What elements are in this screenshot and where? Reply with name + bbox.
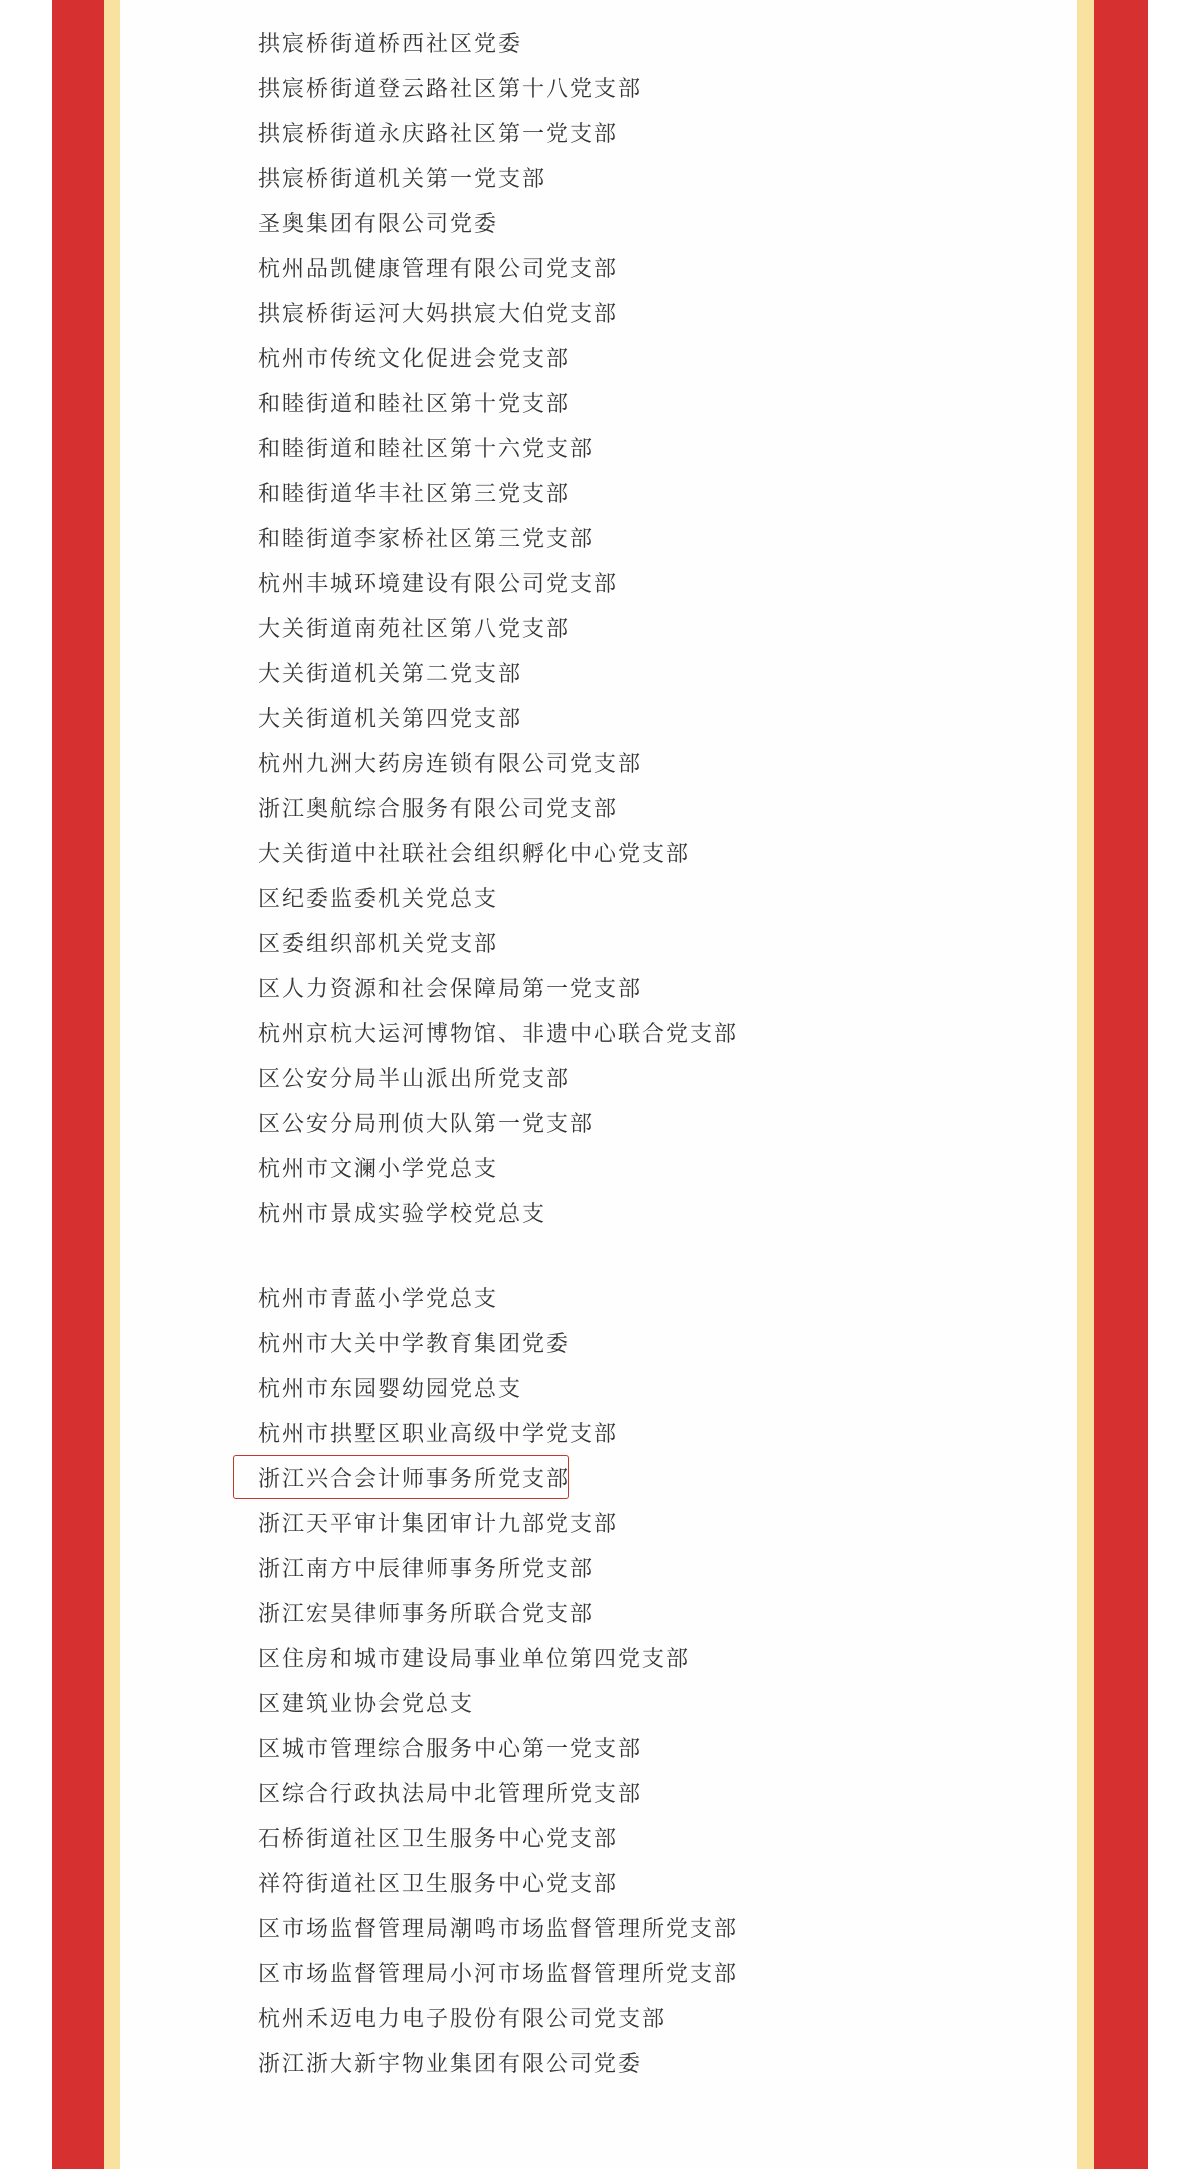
list-item: 浙江天平审计集团审计九部党支部 bbox=[258, 1512, 619, 1537]
list-item: 杭州禾迈电力电子股份有限公司党支部 bbox=[258, 2007, 667, 2032]
list-item: 拱宸桥街道桥西社区党委 bbox=[258, 32, 523, 57]
list-item: 和睦街道李家桥社区第三党支部 bbox=[258, 527, 595, 552]
list-item: 石桥街道社区卫生服务中心党支部 bbox=[258, 1827, 619, 1852]
list-item: 浙江宏昊律师事务所联合党支部 bbox=[258, 1602, 595, 1627]
list-item: 祥符街道社区卫生服务中心党支部 bbox=[258, 1872, 619, 1897]
list-item: 圣奥集团有限公司党委 bbox=[258, 212, 499, 237]
list-item: 大关街道机关第四党支部 bbox=[258, 707, 523, 732]
list-item: 杭州品凯健康管理有限公司党支部 bbox=[258, 257, 619, 282]
list-item: 区委组织部机关党支部 bbox=[258, 932, 499, 957]
list-item: 拱宸桥街道机关第一党支部 bbox=[258, 167, 547, 192]
list-item: 大关街道中社联社会组织孵化中心党支部 bbox=[258, 842, 691, 867]
right-red-border bbox=[1094, 0, 1148, 2169]
list-item: 区纪委监委机关党总支 bbox=[258, 887, 499, 912]
list-item: 区建筑业协会党总支 bbox=[258, 1692, 475, 1717]
list-item: 杭州丰城环境建设有限公司党支部 bbox=[258, 572, 619, 597]
organization-list bbox=[258, 22, 738, 2087]
list-item: 浙江奥航综合服务有限公司党支部 bbox=[258, 797, 619, 822]
list-item: 杭州市传统文化促进会党支部 bbox=[258, 347, 571, 372]
list-item: 和睦街道华丰社区第三党支部 bbox=[258, 482, 571, 507]
list-item: 杭州市青蓝小学党总支 bbox=[258, 1287, 499, 1312]
list-item: 大关街道机关第二党支部 bbox=[258, 662, 523, 687]
list-item: 杭州市东园婴幼园党总支 bbox=[258, 1377, 523, 1402]
list-item: 杭州京杭大运河博物馆、非遗中心联合党支部 bbox=[258, 1022, 739, 1047]
list-item: 拱宸桥街运河大妈拱宸大伯党支部 bbox=[258, 302, 619, 327]
left-gold-border bbox=[104, 0, 120, 2169]
list-item: 大关街道南苑社区第八党支部 bbox=[258, 617, 571, 642]
list-item: 拱宸桥街道登云路社区第十八党支部 bbox=[258, 77, 643, 102]
list-item: 区综合行政执法局中北管理所党支部 bbox=[258, 1782, 643, 1807]
list-item: 和睦街道和睦社区第十六党支部 bbox=[258, 437, 595, 462]
list-item: 区市场监督管理局小河市场监督管理所党支部 bbox=[258, 1962, 739, 1987]
list-item: 浙江南方中辰律师事务所党支部 bbox=[258, 1557, 595, 1582]
list-item: 浙江浙大新宇物业集团有限公司党委 bbox=[258, 2052, 643, 2077]
list-item: 杭州市大关中学教育集团党委 bbox=[258, 1332, 571, 1357]
right-gold-border bbox=[1077, 0, 1094, 2169]
list-item: 区城市管理综合服务中心第一党支部 bbox=[258, 1737, 643, 1762]
list-item: 和睦街道和睦社区第十党支部 bbox=[258, 392, 571, 417]
list-gap bbox=[258, 1237, 738, 1277]
list-item: 杭州九洲大药房连锁有限公司党支部 bbox=[258, 752, 643, 777]
list-item: 区住房和城市建设局事业单位第四党支部 bbox=[258, 1647, 691, 1672]
list-item: 区人力资源和社会保障局第一党支部 bbox=[258, 977, 643, 1002]
list-item: 杭州市文澜小学党总支 bbox=[258, 1157, 499, 1182]
list-item: 杭州市景成实验学校党总支 bbox=[258, 1202, 547, 1227]
list-item: 杭州市拱墅区职业高级中学党支部 bbox=[258, 1422, 619, 1447]
list-item: 区公安分局刑侦大队第一党支部 bbox=[258, 1112, 595, 1137]
list-item: 拱宸桥街道永庆路社区第一党支部 bbox=[258, 122, 619, 147]
left-red-border bbox=[52, 0, 104, 2169]
list-item: 浙江兴合会计师事务所党支部 bbox=[258, 1467, 571, 1492]
list-item: 区市场监督管理局潮鸣市场监督管理所党支部 bbox=[258, 1917, 739, 1942]
list-item: 区公安分局半山派出所党支部 bbox=[258, 1067, 571, 1092]
